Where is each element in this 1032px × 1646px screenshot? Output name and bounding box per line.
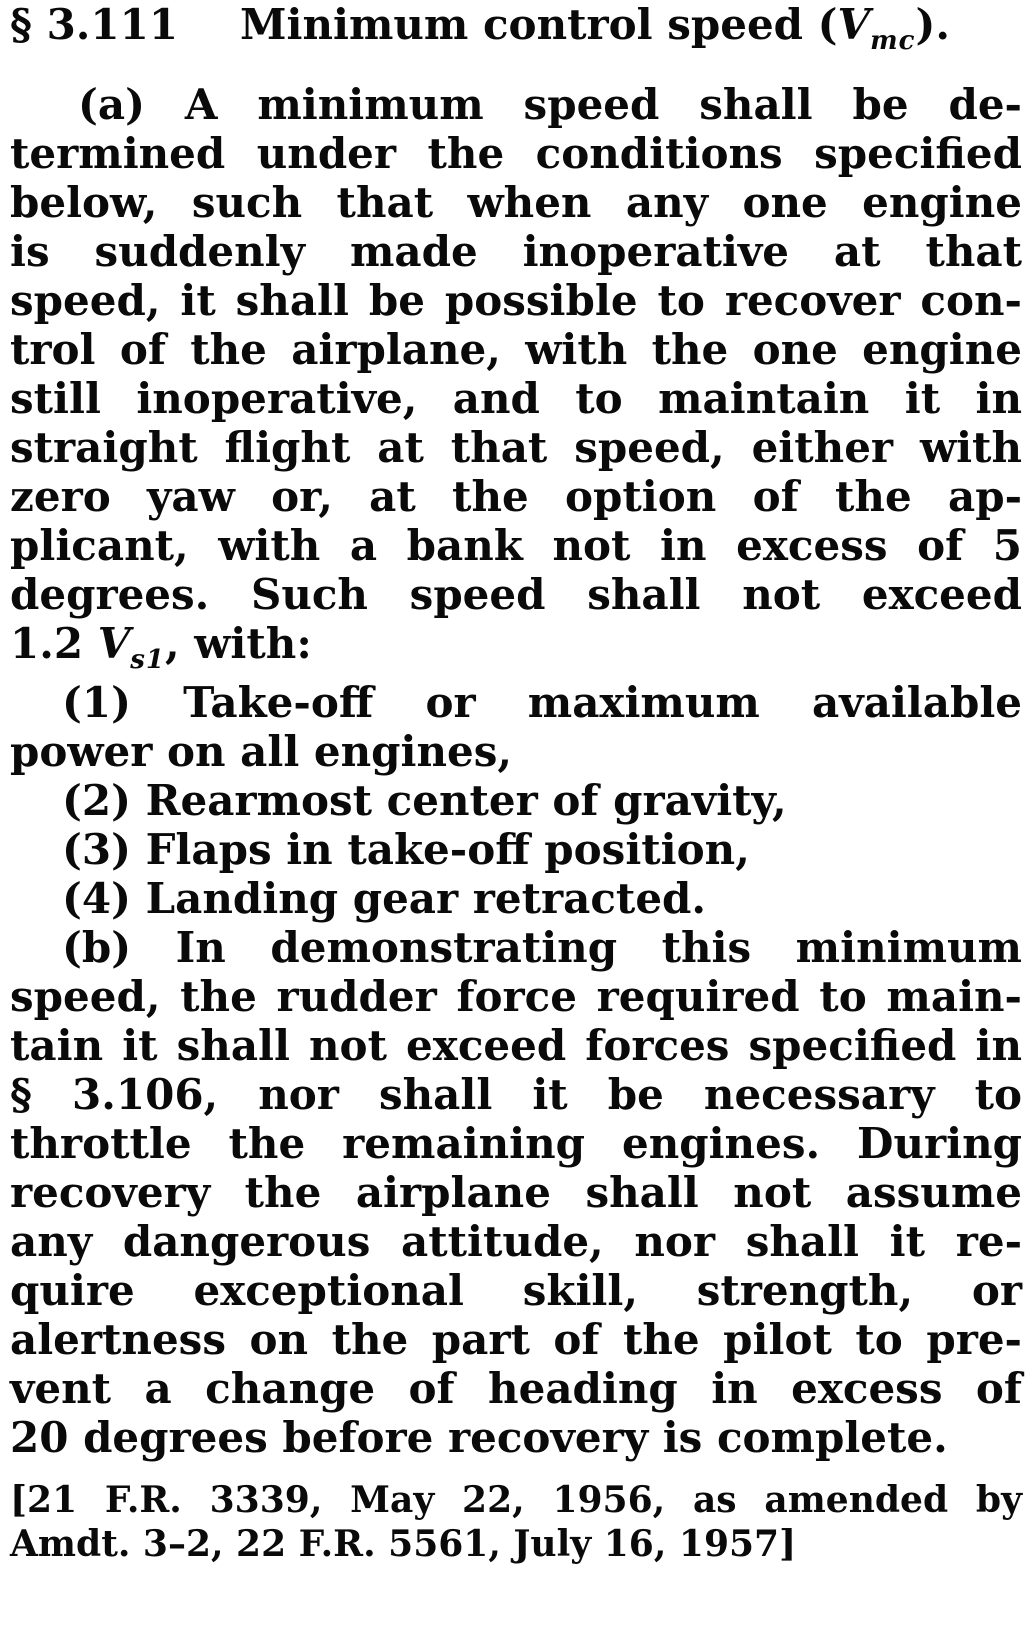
speed-limit-subscript: s1 (130, 645, 166, 675)
citation-line: Amdt. 3–2, 22 F.R. 5561, July 16, 1957] (10, 1523, 797, 1565)
condition-item: (4) Landing gear retracted. (62, 874, 707, 923)
speed-limit-prefix: 1.2 (10, 619, 98, 668)
paragraph-a-line: (a) A minimum speed shall be de- (78, 80, 1022, 129)
speed-limit-variable: V (97, 619, 131, 668)
paragraph-a-line: termined under the conditions specified (10, 129, 1022, 178)
paragraph-a-line: is suddenly made inoperative at that (10, 227, 1022, 276)
paragraph-b-line: quire exceptional skill, strength, or (10, 1266, 1022, 1315)
paragraph-a-line: straight flight at that speed, either with (10, 423, 1022, 472)
paragraph-b-line: vent a change of heading in excess of (10, 1364, 1022, 1413)
section-heading (10, 0, 1022, 56)
speed-limit-line (10, 619, 1022, 675)
paragraph-b-line: recovery the airplane shall not assume (10, 1168, 1022, 1217)
section-title: Minimum control speed ( (240, 0, 838, 49)
condition-item: (2) Rearmost center of gravity, (62, 776, 787, 825)
citation-line: [21 F.R. 3339, May 22, 1956, as amended by (10, 1479, 1022, 1521)
condition-item: power on all engines, (10, 727, 513, 776)
paragraph-b-line: throttle the remaining engines. During (10, 1119, 1022, 1168)
section-number: § 3.111 (10, 0, 179, 49)
paragraph-a-line: trol of the airplane, with the one engine (10, 325, 1022, 374)
section-title-end: ). (915, 0, 950, 49)
paragraph-b-line: speed, the rudder force required to main- (10, 972, 1022, 1021)
condition-item: (3) Flaps in take-off position, (62, 825, 750, 874)
condition-item: (1) Take-off or maximum available (62, 678, 1022, 727)
paragraph-b-line: tain it shall not exceed forces specified in (10, 1021, 1022, 1070)
section-title-variable: V (837, 0, 871, 49)
paragraph-b-line: § 3.106, nor shall it be necessary to (10, 1070, 1022, 1119)
paragraph-a-line: plicant, with a bank not in excess of 5 (10, 521, 1022, 570)
paragraph-b-line: any dangerous attitude, nor shall it re- (10, 1217, 1022, 1266)
paragraph-a-line: below, such that when any one engine (10, 178, 1022, 227)
paragraph-a-line: still inoperative, and to maintain it in (10, 374, 1022, 423)
section-title-subscript: mc (870, 26, 916, 56)
speed-limit-suffix: , with: (165, 619, 312, 668)
paragraph-a-line: zero yaw or, at the option of the ap- (10, 472, 1022, 521)
paragraph-b-line: (b) In demonstrating this minimum (62, 923, 1022, 972)
paragraph-a-line: degrees. Such speed shall not exceed (10, 570, 1022, 619)
paragraph-b-line: alertness on the part of the pilot to pre- (10, 1315, 1022, 1364)
paragraph-a-line: speed, it shall be possible to recover con- (10, 276, 1022, 325)
paragraph-b-line: 20 degrees before recovery is complete. (10, 1413, 948, 1462)
